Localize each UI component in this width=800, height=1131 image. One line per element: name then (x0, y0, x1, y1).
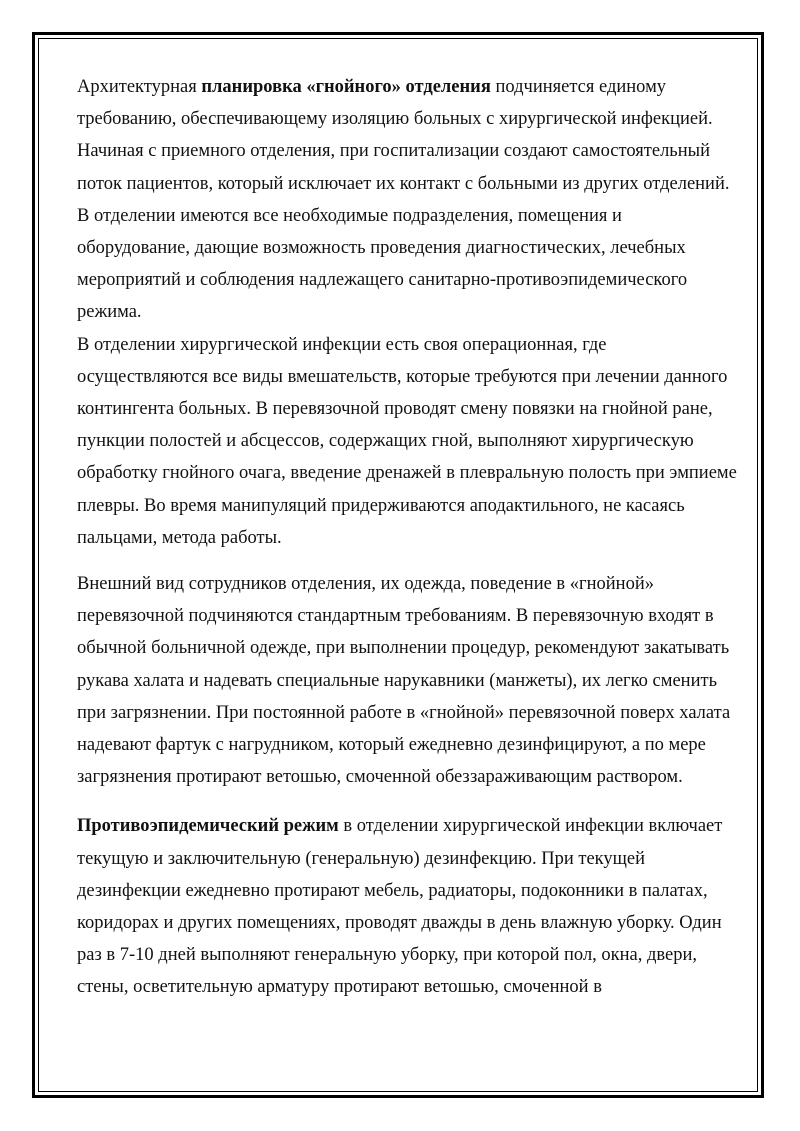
paragraph-layout-requirements (77, 71, 737, 329)
bold-term-regime: Противоэпидемический режим (77, 816, 339, 837)
paragraph-text: Архитектурная (77, 77, 202, 97)
paragraph-text: в отделении хирургической инфекции включает текущую и заключительную (генеральную) дезинфекцию. При текущей дезинфекции ежедневно протирают мебель, радиаторы, подоконники в палатах, коридорах и других помещениях, проводят дважды в день влажную уборку. Один раз в 7-10 дней выполняют генеральную уборку, при которой пол, окна, двери, стены, осветительную арматуру протирают ветошью, смоченной в (77, 816, 723, 998)
bold-term-layout: планировка «гнойного» отделения (201, 77, 491, 97)
paragraph-text: подчиняется единому требованию, обеспечивающему изоляцию больных с хирургической инфекцией. Начиная с приемного отделения, при госпитализации создают самостоятельный поток пациентов, который исключает их контакт с больными из других отделений. В отделении имеются все необходимые подразделения, помещения и оборудование, дающие возможность проведения диагностических, лечебных мероприятий и соблюдения надлежащего санитарно-противоэпидемического режима. (77, 77, 730, 323)
paragraph-operating-room: В отделении хирургической инфекции есть своя операционная, где осуществляются все виды вмешательств, которые требуются при лечении данного контингента больных. В перевязочной проводят смену повязки на гнойной ране, пункции полостей и абсцессов, содержащих гной, выполняют хирургическую обработку гнойного очага, введение дренажей в плевральную полость при эмпиеме плевры. Во время манипуляций придерживаются аподактильного, не касаясь пальцами, метода работы. (77, 334, 737, 548)
document-body (77, 71, 737, 1004)
paragraph-staff-appearance: Внешний вид сотрудников отделения, их одежда, поведение в «гнойной» перевязочной подчиняются стандартным требованиям. В перевязочную входят в обычной больничной одежде, при выполнении процедур, рекомендуют закатывать рукава халата и надевать специальные нарукавники (манжеты), их легко сменить при загрязнении. При постоянной работе в «гнойной» перевязочной поверх халата надевают фартук с нагрудником, который ежедневно дезинфицируют, а по мере загрязнения протирают ветошью, смоченной обеззараживающим раствором. (77, 574, 731, 788)
paragraph-anti-epidemic-regime (77, 810, 737, 1003)
